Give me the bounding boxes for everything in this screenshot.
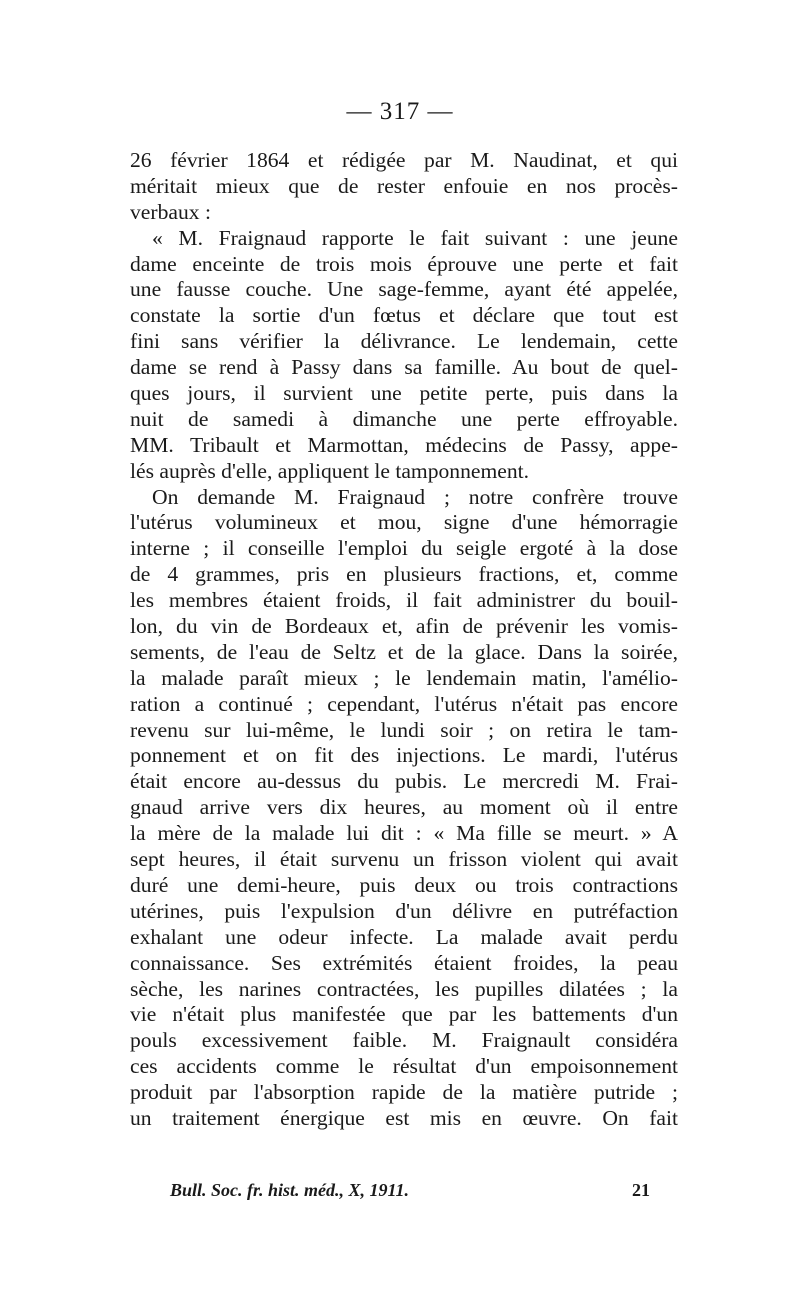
text-line: ration a continué ; cependant, l'utérus n'était pas encore (130, 691, 678, 716)
text-line: revenu sur lui-même, le lundi soir ; on retira le tam- (130, 717, 678, 742)
text-line: constate la sortie d'un fœtus et déclare que tout est (130, 303, 678, 328)
text-line: était encore au-dessus du pubis. Le mercredi M. Frai- (130, 769, 678, 794)
page-number: — 317 — (346, 98, 454, 125)
text-line: un traitement énergique est mis en œuvre. On fait (130, 1105, 678, 1130)
text-line: exhalant une odeur infecte. La malade avait perdu (130, 924, 678, 949)
text-line: lés auprès d'elle, appliquent le tamponnement. (130, 458, 530, 483)
text-line: On demande M. Fraignaud ; notre confrère trouve (152, 484, 678, 509)
text-line: ponnement et on fit des injections. Le mardi, l'utérus (130, 743, 678, 768)
text-line: ques jours, il survient une petite perte, puis dans la (130, 381, 678, 406)
text-line: une fausse couche. Une sage-femme, ayant été appelée, (130, 277, 678, 302)
text-line: méritait mieux que de rester enfouie en nos procès- (130, 173, 678, 198)
text-line: interne ; il conseille l'emploi du seigle ergoté à la dose (130, 536, 678, 561)
text-line: dame enceinte de trois mois éprouve une perte et fait (130, 251, 678, 276)
text-line: utérines, puis l'expulsion d'un délivre en putréfaction (130, 898, 678, 923)
text-line: ces accidents comme le résultat d'un empoisonnement (130, 1054, 678, 1079)
text-line: gnaud arrive vers dix heures, au moment où il entre (130, 795, 678, 820)
body-text (130, 148, 678, 1132)
text-line: nuit de samedi à dimanche une perte effroyable. (130, 406, 678, 431)
text-line: sements, de l'eau de Seltz et de la glace. Dans la soirée, (130, 639, 678, 664)
text-line: vie n'était plus manifestée que par les battements d'un (130, 1002, 678, 1027)
text-line: sept heures, il était survenu un frisson violent qui avait (130, 847, 678, 872)
text-line: la mère de la malade lui dit : « Ma fille se meurt. » A (130, 821, 678, 846)
text-line: produit par l'absorption rapide de la matière putride ; (130, 1080, 678, 1105)
text-line: dame se rend à Passy dans sa famille. Au bout de quel- (130, 355, 678, 380)
footer-citation: Bull. Soc. fr. hist. méd., X, 1911. (170, 1180, 410, 1200)
text-line: pouls excessivement faible. M. Fraignault considéra (130, 1028, 678, 1053)
text-line: lon, du vin de Bordeaux et, afin de prévenir les vomis- (130, 614, 678, 639)
text-line: de 4 grammes, pris en plusieurs fractions, et, comme (130, 562, 678, 587)
text-line: MM. Tribault et Marmottan, médecins de Passy, appe- (130, 432, 678, 457)
text-line: fini sans vérifier la délivrance. Le lendemain, cette (130, 329, 678, 354)
text-line: les membres étaient froids, il fait administrer du bouil- (130, 588, 678, 613)
text-line: duré une demi-heure, puis deux ou trois contractions (130, 872, 678, 897)
footer-signature-mark: 21 (632, 1180, 650, 1200)
text-line: 26 février 1864 et rédigée par M. Naudinat, et qui (130, 148, 678, 172)
text-line: connaissance. Ses extrémités étaient froides, la peau (130, 950, 678, 975)
text-line: l'utérus volumineux et mou, signe d'une hémorragie (130, 510, 678, 535)
text-line: « M. Fraignaud rapporte le fait suivant : une jeune (152, 225, 678, 250)
text-line: verbaux : (130, 199, 211, 224)
text-line: la malade paraît mieux ; le lendemain matin, l'amélio- (130, 665, 678, 690)
text-line: sèche, les narines contractées, les pupilles dilatées ; la (130, 976, 678, 1001)
